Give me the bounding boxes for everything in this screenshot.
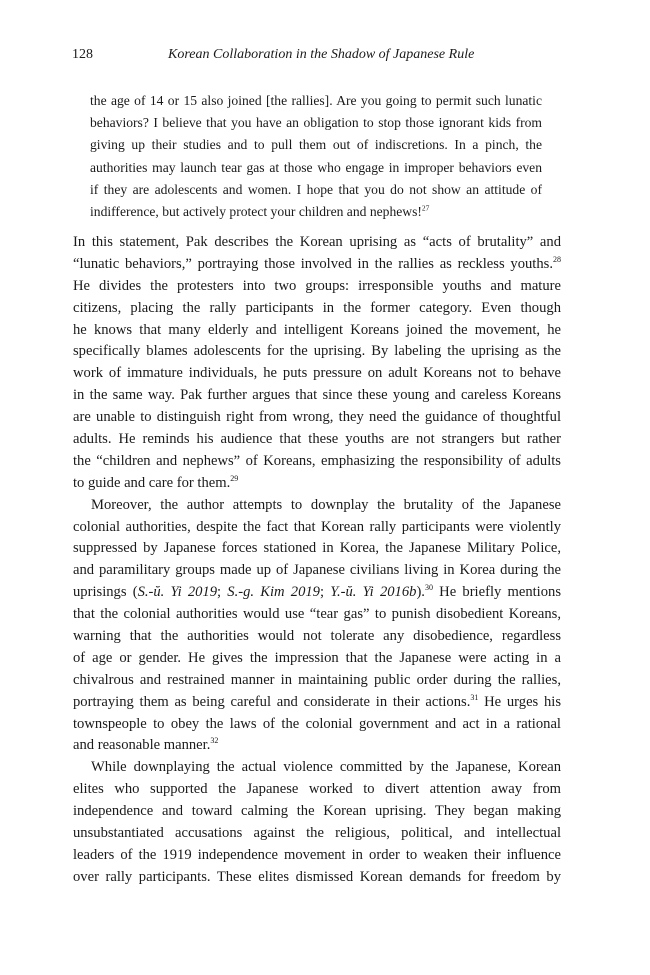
paragraph-line: over rally participants. These elites dismissed Korean demands for freedom by: [73, 868, 561, 885]
footnote-ref: 32: [210, 736, 219, 746]
paragraph-text: ;: [217, 584, 228, 601]
paragraph-text: uprisings (: [73, 584, 138, 601]
paragraph-line: While downplaying the actual violence committed by the Japanese, Korean: [91, 759, 561, 776]
paragraph-line: of age or gender. He gives the impression that the Japanese were acting in a: [73, 649, 561, 666]
page-number: 128: [72, 47, 93, 62]
quote-line: authorities may launch tear gas at those who engage in improper behaviors even: [90, 159, 542, 175]
citation-link[interactable]: S.-ŭ. Yi 2019: [137, 584, 218, 601]
block-quote: [90, 90, 542, 223]
footnote-ref: 28: [552, 255, 561, 265]
paragraph-line: leaders of the 1919 independence movement in order to weaken their influence: [73, 846, 561, 863]
citation-link[interactable]: S.-g. Kim 2019: [227, 584, 320, 601]
paragraph-line: specifically blames adolescents for the uprising. By labeling the uprising as the: [73, 343, 561, 360]
paragraph-line: townspeople to obey the laws of the colonial government and act in a rational: [73, 715, 561, 732]
paragraph-line: he knows that many elderly and intelligent Koreans joined the movement, he: [73, 321, 561, 338]
citation-link[interactable]: Y.-ŭ. Yi 2016b: [330, 584, 417, 601]
paragraph-line: suppressed by Japanese forces stationed in Korea, the Japanese Military Police,: [73, 540, 561, 557]
paragraph-text: “lunatic behaviors,” portraying those involved in the rallies as reckless youths.: [73, 255, 553, 272]
paragraph-line: [73, 735, 561, 757]
paragraph-line: elites who supported the Japanese worked to divert attention away from: [73, 781, 561, 798]
quote-line: the age of 14 or 15 also joined [the rallies]. Are you going to permit such lunatic: [90, 93, 542, 108]
paragraph-text: He urges his: [478, 693, 561, 710]
paragraph-text: ;: [319, 584, 331, 601]
paragraph-line: He divides the protesters into two groups: irresponsible youths and mature: [73, 277, 561, 294]
paragraph-text: to guide and care for them.: [73, 474, 231, 491]
footnote-ref: 27: [421, 203, 430, 213]
paragraph-line: adults. He reminds his audience that these youths are not strangers but rather: [73, 431, 561, 448]
footnote-ref: 30: [424, 583, 433, 593]
paragraph-line: the “children and nephews” of Koreans, emphasizing the responsibility of adults: [73, 452, 561, 469]
paragraph-line: colonial authorities, despite the fact that Korean rally participants were violently: [73, 518, 561, 535]
paragraph-line: and paramilitary groups made up of Japanese civilians living in Korea during the: [73, 562, 561, 579]
paragraph-text: ).: [416, 584, 425, 601]
footnote-ref: 29: [230, 473, 239, 483]
paragraph-line: in the same way. Pak further argues that since these young and careless Koreans: [73, 387, 561, 404]
paragraph-line: are unable to distinguish right from wrong, they need the guidance of thoughtful: [73, 409, 561, 426]
paragraph-text: He briefly mentions: [432, 584, 562, 601]
paragraph-line: [73, 582, 561, 604]
paragraph-line: citizens, placing the rally participants in the former category. Even though: [73, 299, 561, 316]
running-title: Korean Collaboration in the Shadow of Japanese Rule: [168, 47, 475, 62]
paragraph-line: independence and toward calming the Korean uprising. They began making: [73, 803, 561, 820]
paragraph-line: [73, 254, 561, 276]
quote-line: if they are adolescents and women. I hope that you do not show an attitude of: [90, 181, 542, 197]
quote-line: behaviors? I believe that you have an obligation to stop those ignorant kids from: [90, 115, 542, 131]
body-text: [73, 232, 561, 889]
paragraph-line: Moreover, the author attempts to downplay the brutality of the Japanese: [91, 496, 561, 513]
quote-line-text: indifference, but actively protect your children and nephews!: [90, 203, 422, 219]
paragraph-text: and reasonable manner.: [73, 737, 211, 754]
paragraph-line: [73, 473, 561, 495]
quote-line: giving up their studies and to pull them out of indiscretions. In a pinch, the: [90, 137, 542, 153]
paragraph-line: In this statement, Pak describes the Korean uprising as “acts of brutality” and: [73, 234, 561, 250]
paragraph-text: portraying them as being careful and considerate in their actions.: [73, 693, 471, 710]
paragraph-line: warning that the authorities would not tolerate any disobedience, regardless: [73, 628, 561, 645]
paragraph-line: [73, 692, 561, 714]
footnote-ref: 31: [470, 692, 479, 702]
page-header: [72, 47, 562, 67]
paragraph-line: that the colonial authorities would use “tear gas” to punish disobedient Koreans,: [73, 606, 561, 623]
paragraph-line: chivalrous and restrained manner in maintaining public order during the rallies,: [73, 671, 561, 688]
quote-line: [90, 201, 542, 223]
paragraph-line: unsubstantiated accusations against the religious, political, and intellectual: [73, 825, 561, 842]
paragraph-line: work of immature individuals, he puts pressure on adult Koreans not to behave: [73, 365, 561, 382]
